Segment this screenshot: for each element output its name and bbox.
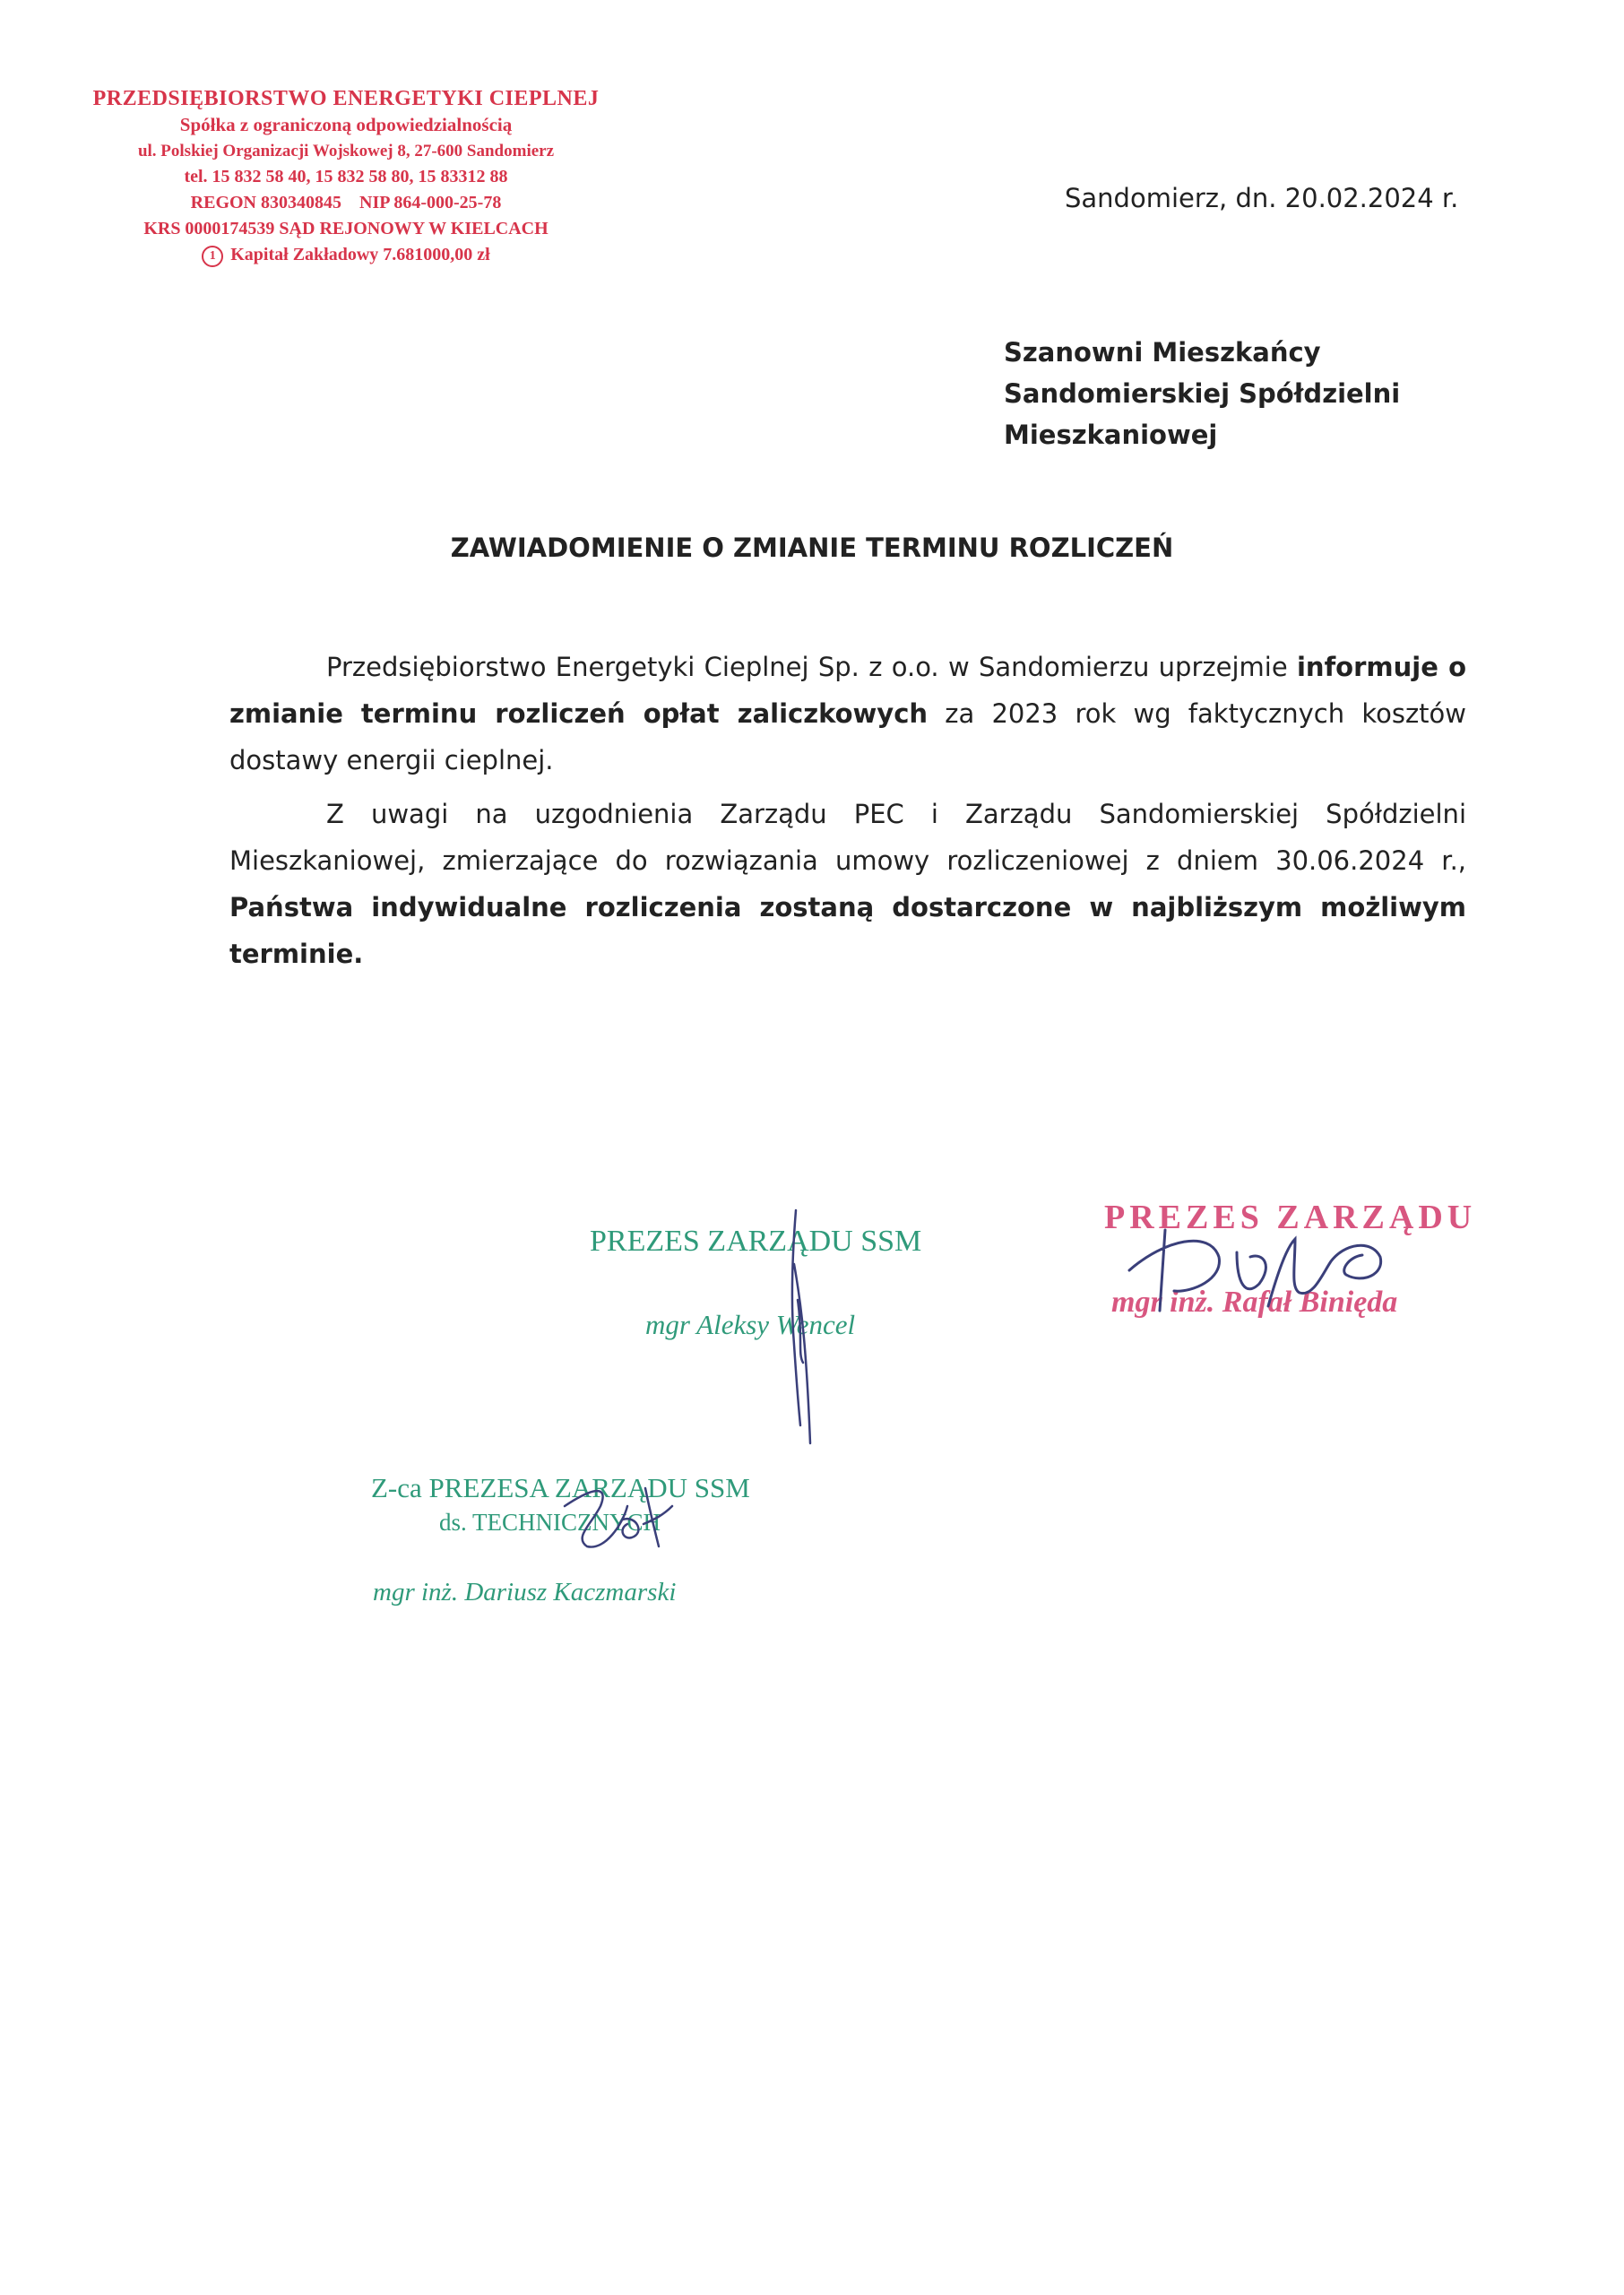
paragraph-text: za 2023 rok wg faktycznych kosztów dostawy energii cieplnej. <box>229 698 1467 775</box>
paragraph-text: Przedsiębiorstwo Energetyki Cieplnej Sp. z o.o. w Sandomierzu uprzejmie <box>326 652 1297 682</box>
paragraph-bold-text: informuje o zmianie terminu rozliczeń opłat zaliczkowych <box>229 652 1466 729</box>
company-ids: REGON 830340845 NIP 864-000-25-78 <box>190 193 502 212</box>
company-type: Spółka z ograniczoną odpowiedzialnością <box>179 114 513 135</box>
ssm-president-title: PREZES ZARZĄDU SSM <box>590 1225 922 1258</box>
ssm-deputy-signature <box>538 1470 681 1560</box>
ssm-deputy-name: mgr inż. Dariusz Kaczmarski <box>373 1578 677 1606</box>
paragraph-bold-text: Państwa indywidualne rozliczenia zostaną dostarczone w najbliższym możliwym terminie. <box>229 892 1466 969</box>
company-stamp <box>86 86 606 268</box>
ssm-president-name: mgr Aleksy Wencel <box>645 1309 856 1340</box>
pec-president-signature <box>1111 1221 1425 1329</box>
company-name: PRZEDSIĘBIORSTWO ENERGETYKI CIEPLNEJ <box>92 87 600 110</box>
paragraph-1 <box>229 644 1466 784</box>
paragraph-2 <box>229 791 1466 977</box>
addressee-line: Szanowni Mieszkańcy <box>1004 337 1321 368</box>
addressee-line: Mieszkaniowej <box>1004 420 1218 450</box>
pec-president-name: mgr inż. Rafał Binięda <box>1111 1286 1398 1319</box>
addressee <box>1004 332 1400 455</box>
paragraph-text: Z uwagi na uzgodnienia Zarządu PEC i Zarządu Sandomierskiej Spółdzielni Mieszkaniowej, zmierzające do rozwiązania umowy rozliczeniowej z dniem 30.06.2024 r., <box>229 799 1466 876</box>
ssm-deputy-subtitle: ds. TECHNICZNYCH <box>439 1509 661 1536</box>
addressee-line: Sandomierskiej Spółdzielni <box>1004 378 1401 409</box>
pec-president-title: PREZES ZARZĄDU <box>1104 1199 1477 1236</box>
company-address: ul. Polskiej Organizacji Wojskowej 8, 27-600 Sandomierz <box>137 142 555 160</box>
document-title: ZAWIADOMIENIE O ZMIANIE TERMINU ROZLICZEŃ <box>450 533 1174 563</box>
company-capital-line <box>86 242 606 268</box>
info-circle-icon: 1 <box>202 246 223 267</box>
company-krs: KRS 0000174539 SĄD REJONOWY W KIELCACH <box>143 219 549 238</box>
ssm-president-signature <box>771 1201 842 1461</box>
ssm-deputy-title: Z-ca PREZESA ZARZĄDU SSM <box>371 1472 750 1503</box>
place-date: Sandomierz, dn. 20.02.2024 r. <box>1065 183 1459 213</box>
company-phones: tel. 15 832 58 40, 15 832 58 80, 15 83312 88 <box>184 167 508 186</box>
company-capital: Kapitał Zakładowy 7.681000,00 zł <box>230 245 490 264</box>
